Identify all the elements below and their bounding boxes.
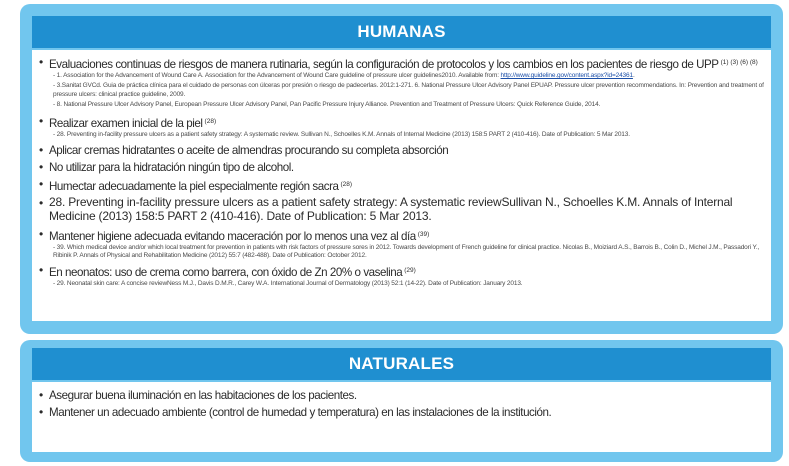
bullet-icon: •: [39, 160, 44, 175]
reference: - 8. National Pressure Ulcer Advisory Panel, European Pressure Ulcer Advisory Panel, Pan Pacific Pressure Injury Alliance. Prevention and Treatment of Pressure Ulcers: Quick Reference Guide, 2014.: [53, 101, 601, 109]
reference-link[interactable]: http://www.guideline.gov/content.aspx?id=24361: [500, 72, 633, 79]
citation: (39): [417, 231, 430, 239]
bullet-icon: •: [39, 143, 44, 158]
reference: - 1. Association for the Advancement of Wound Care A. Association for the Advancement of Wound Care guideline of pressure ulcer guidelines2010. Available from: http://www.guideline.gov/content.aspx?id=24361.: [53, 72, 635, 79]
list-item: [39, 160, 765, 175]
item-text: Asegurar buena iluminación en las habitaciones de los pacientes.: [49, 389, 357, 402]
bullet-icon: •: [39, 227, 44, 242]
naturales-header: NATURALES: [32, 348, 771, 380]
reference: - 29. Neonatal skin care: A concise reviewNess M.J., Davis D.M.R., Carey W.A. International Journal of Dermatology (2013) 52:1 (14-22). Date of Publication: January 2013.: [53, 279, 523, 287]
item-text: Mantener un adecuado ambiente (control de humedad y temperatura) en las instalaciones de la institución.: [49, 406, 552, 419]
list-item: [39, 227, 765, 261]
bullet-icon: •: [39, 405, 44, 419]
naturales-content: [32, 382, 771, 452]
humanas-header: HUMANAS: [32, 16, 771, 48]
item-text: Aplicar cremas hidratantes o aceite de almendras procurando su completa absorción: [49, 144, 449, 158]
list-item: [39, 263, 765, 288]
item-text: En neonatos: uso de crema como barrera, con óxido de Zn 20% o vaselina $^{(29)}$: [49, 265, 416, 279]
reference: - 39. Which medical device and/or which local treatment for prevention in patients with risk factors of pressure sores in 2012. Towards development of French guideline for clinical practice. Nicolas B., Moiziard A.S., Barrois B., Colin D., Michel J.M., Passadori Y., Ribinik P. Annals of Physical and Rehabilitation Medicine (2012) 55:7 (482-488). Date of Publication: October 2012.: [53, 244, 760, 260]
citation: (1) (3) (6) (8): [720, 59, 758, 66]
item-text: Humectar adecuadamente la piel especialmente región sacra $^{(28)}$: [49, 180, 353, 194]
list-item: [39, 55, 765, 110]
item-text: No utilizar para la hidratación ningún tipo de alcohol.: [49, 161, 294, 175]
item-text: Evaluaciones continuas de riesgos de manera rutinaria, según la configuración de protocolos y los cambios en los pacientes de riesgo de UPP $^{(1) (3) (6) (8)}$: [49, 58, 758, 71]
citation: (28): [340, 181, 353, 189]
list-item: [39, 388, 765, 403]
citation: (29): [404, 266, 416, 274]
citation: (28): [204, 117, 217, 125]
bullet-icon: •: [39, 262, 44, 277]
bullet-icon: •: [39, 388, 44, 402]
item-text: 28. Preventing in-facility pressure ulcers as a patient safety strategy: A systematic reviewSullivan N., Schoelles K.M. Annals of Internal Medicine (2013) 158:5 PART 2 (410-416). Date of Publication: 5 Mar 2013.: [49, 195, 733, 223]
item-text: Realizar examen inicial de la piel $^{(28)}$: [49, 116, 217, 130]
item-text: Mantener higiene adecuada evitando maceración por lo menos una vez al día $^{(39)}$: [49, 230, 430, 244]
naturales-panel: [20, 340, 783, 462]
list-item: [39, 143, 765, 158]
list-item: [39, 114, 765, 139]
bullet-icon: •: [39, 177, 44, 192]
reference: - 28. Preventing in-facility pressure ulcers as a patient safety strategy: A systematic review. Sullivan N., Schoelles K.M. Annals of Internal Medicine (2013) 158:5 PART 2 (410-416). Date of Publication: 5 Mar 2013.: [53, 130, 630, 138]
bullet-icon: •: [39, 196, 44, 211]
list-item: [39, 405, 765, 420]
list-item: [39, 196, 765, 223]
humanas-panel: [20, 4, 783, 334]
bullet-icon: •: [39, 55, 44, 69]
reference: - 3.Sanitat GVCd. Guia de práctica clínica para el cuidado de personas con úlceras por presión o riesgo de padecerlas. 2012:1-271. 6. National Pressure Ulcer Advisory Panel EPUAP. Pressure ulcer prevention recommendations. In: Prevention and treatment of pressure ulcers: clinical practice guideline, 2009.: [53, 82, 764, 98]
humanas-content: [32, 50, 771, 321]
bullet-icon: •: [39, 113, 44, 128]
list-item: [39, 177, 765, 194]
